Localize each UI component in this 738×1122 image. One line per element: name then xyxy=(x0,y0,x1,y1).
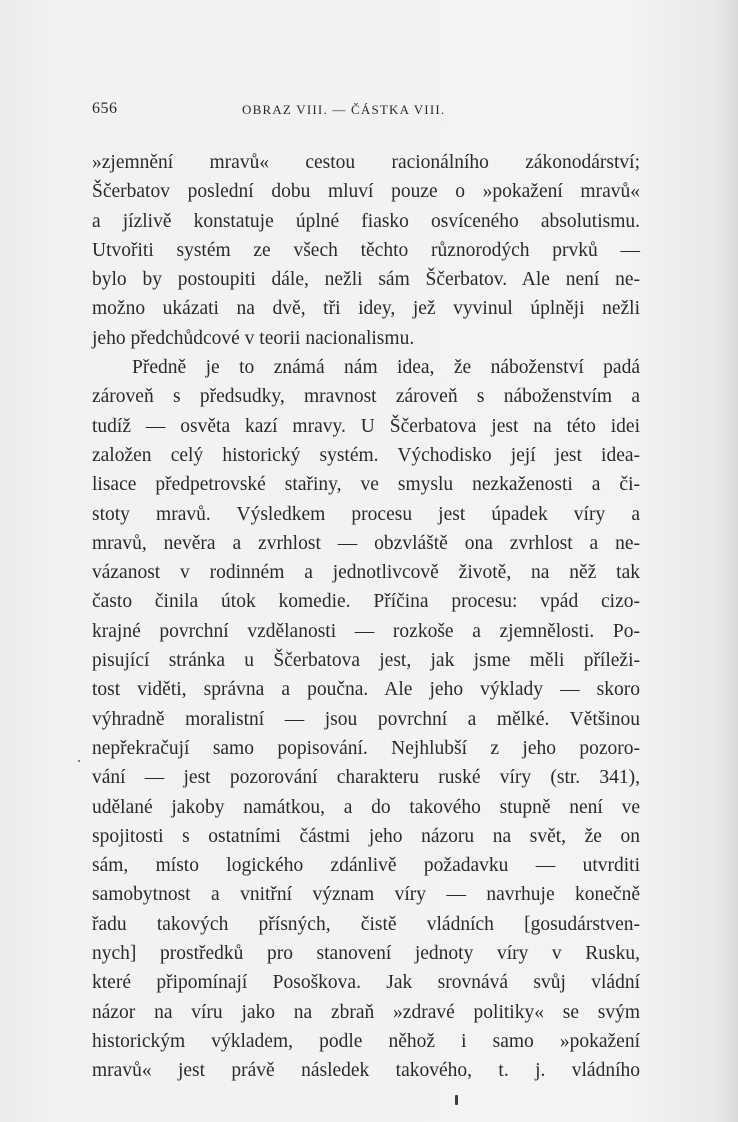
text-line: které připomínají Posoškova. Jak srovnává svůj vládní xyxy=(92,972,640,994)
text-line: řadu takových přísných, čistě vládních [gosudárstven- xyxy=(92,913,640,935)
text-line: spojitosti s ostatními částmi jeho názoru na svět, že on xyxy=(92,825,640,847)
running-head: OBRAZ VIII. — ČÁSTKA VIII. xyxy=(242,102,446,117)
text-line: krajné povrchní vzdělanosti — rozkoše a zjemnělosti. Po- xyxy=(92,620,640,642)
text-line: názor na víru jako na zbraň »zdravé politiky« se svým xyxy=(92,1001,640,1023)
text-line: nepřekračují samo popisování. Nejhlubší z jeho pozoro- xyxy=(92,737,640,759)
text-line: lisace předpetrovské stařiny, ve smyslu nezkaženosti a či- xyxy=(92,474,640,496)
text-line: založen celý historický systém. Východisko její jest idea- xyxy=(92,444,640,466)
text-line: tost viděti, správna a poučna. Ale jeho výklady — skoro xyxy=(92,679,640,701)
text-line: možno ukázati na dvě, tři idey, jež vyvinul úplněji nežli xyxy=(92,298,640,320)
text-line: často činila útok komedie. Příčina procesu: vpád cizo- xyxy=(92,591,640,613)
text-line: mravů, nevěra a zvrhlost — obzvláště ona zvrhlost a ne- xyxy=(92,532,640,554)
text-line: bylo by postoupiti dále, nežli sám Ščerbatov. Ale není ne- xyxy=(92,269,640,291)
text-line: vání — jest pozorování charakteru ruské víry (str. 341), xyxy=(92,767,640,789)
text-line: tudíž — osvěta kazí mravy. U Ščerbatova jest na této idei xyxy=(92,415,640,437)
text-line: a jízlivě konstatuje úplné fiasko osvíceného absolutismu. xyxy=(92,210,640,232)
text-line: Utvořiti systém ze všech těchto různorodých prvků — xyxy=(92,239,640,261)
text-line: Ščerbatov poslední dobu mluví pouze o »pokažení mravů« xyxy=(92,181,640,203)
text-line: vázanost v rodinném a jednotlivcově životě, na něž tak xyxy=(92,562,640,584)
page-header xyxy=(92,100,642,124)
text-line: udělané jakoby namátkou, a do takového stupně není ve xyxy=(92,796,640,818)
text-line: výhradně moralistní — jsou povrchní a mělké. Většinou xyxy=(92,708,640,730)
text-line: nych] prostředků pro stanovení jednoty víry v Rusku, xyxy=(92,943,640,965)
text-line: stoty mravů. Výsledkem procesu jest úpadek víry a xyxy=(92,503,640,525)
text-line: jeho předchůdcové v teorii nacionalismu. xyxy=(92,327,415,349)
text-line: pisující stránka u Ščerbatova jest, jak jsme měli příleži- xyxy=(92,650,640,672)
text-line: »zjemnění mravů« cestou racionálního zákonodárství; xyxy=(92,152,640,173)
text-line: sám, místo logického zdánlivě požadavku — utvrditi xyxy=(92,855,640,877)
text-line: mravů« jest právě následek takového, t. j. vládního xyxy=(92,1060,640,1082)
print-speck xyxy=(78,760,80,762)
text-line: historickým výkladem, podle něhož i samo »pokažení xyxy=(92,1030,640,1052)
print-speck xyxy=(455,1095,458,1105)
paragraph-start-line: Předně je to známá nám idea, že náboženství padá xyxy=(132,357,640,379)
text-line: samobytnost a vnitřní význam víry — navrhuje konečně xyxy=(92,884,640,906)
page-number: 656 xyxy=(92,100,118,117)
body-text xyxy=(92,148,640,1086)
text-line: zároveň s předsudky, mravnost zároveň s náboženstvím a xyxy=(92,386,640,408)
